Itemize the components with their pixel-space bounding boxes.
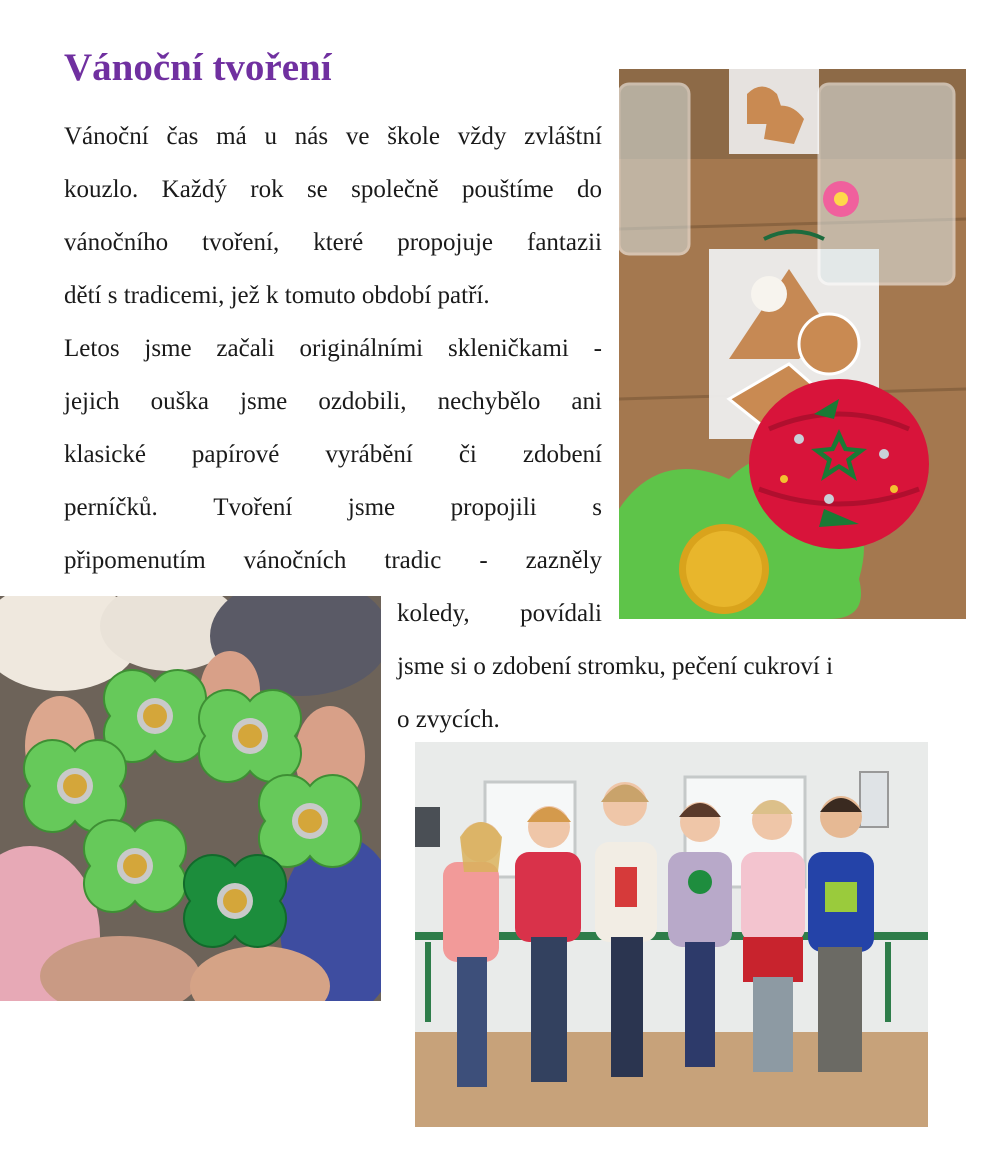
body-word: vánočního [64,229,169,256]
body-line [64,385,602,419]
body-word: klasické [64,441,146,468]
body-word: tvoření, [202,229,280,256]
body-word: či [458,441,477,468]
body-word: nechybělo [437,388,541,415]
body-line [64,491,602,525]
body-line [64,332,602,366]
body-word: - [593,335,602,362]
body-word: začali [216,335,275,362]
body-word: nás [294,123,329,150]
body-line: o zvycích. [397,706,500,733]
body-word: škole [387,123,440,150]
body-word: rok [250,176,284,203]
body-word: zazněly [525,547,602,574]
body-word: se [306,176,328,203]
body-line [64,544,602,578]
body-word: originálními [299,335,424,362]
body-word: zdobení [522,441,602,468]
body-word: papírové [191,441,280,468]
body-word: koledy, [397,600,470,627]
photo-clovers [0,596,381,1001]
body-word: vyrábění [325,441,413,468]
body-word: jejich [64,388,120,415]
body-word: pouštíme [461,176,554,203]
body-word: jsme [144,335,192,362]
body-word: s [592,494,602,521]
body-line [64,173,602,207]
body-word: zvláštní [524,123,602,150]
body-word: Letos [64,335,120,362]
body-word: povídali [520,600,602,627]
body-word: Vánoční [64,123,149,150]
photo-children [415,742,928,1127]
body-word: společně [351,176,439,203]
body-word: Tvoření [213,494,293,521]
body-word: - [479,547,488,574]
body-word: Každý [161,176,227,203]
body-word: ouška [150,388,209,415]
article-title: Vánoční tvoření [64,46,332,89]
body-word: perníčků. [64,494,158,521]
body-word: které [313,229,364,256]
body-line: jsme si o zdobení stromku, pečení cukroví i [397,653,834,680]
body-word: kouzlo. [64,176,139,203]
body-word: ve [345,123,370,150]
body-line [64,438,602,472]
body-line: dětí s tradicemi, jež k tomuto období patří. [64,282,490,309]
body-word: jsme [347,494,396,521]
body-word: vánočních [243,547,347,574]
photo-crafts [619,69,966,619]
body-word: tradic [384,547,442,574]
body-line [64,120,602,154]
body-word: jsme [240,388,288,415]
body-word: u [264,123,277,150]
body-word: čas [166,123,199,150]
body-word: skleničkami [447,335,569,362]
body-line [397,597,602,631]
body-word: do [577,176,602,203]
body-word: má [216,123,247,150]
body-word: ani [571,388,602,415]
body-word: připomenutím [64,547,206,574]
body-word: ozdobili, [318,388,407,415]
body-line [64,226,602,260]
body-word: propojuje [397,229,494,256]
body-word: vždy [457,123,507,150]
body-word: fantazii [527,229,602,256]
body-word: propojili [450,494,537,521]
